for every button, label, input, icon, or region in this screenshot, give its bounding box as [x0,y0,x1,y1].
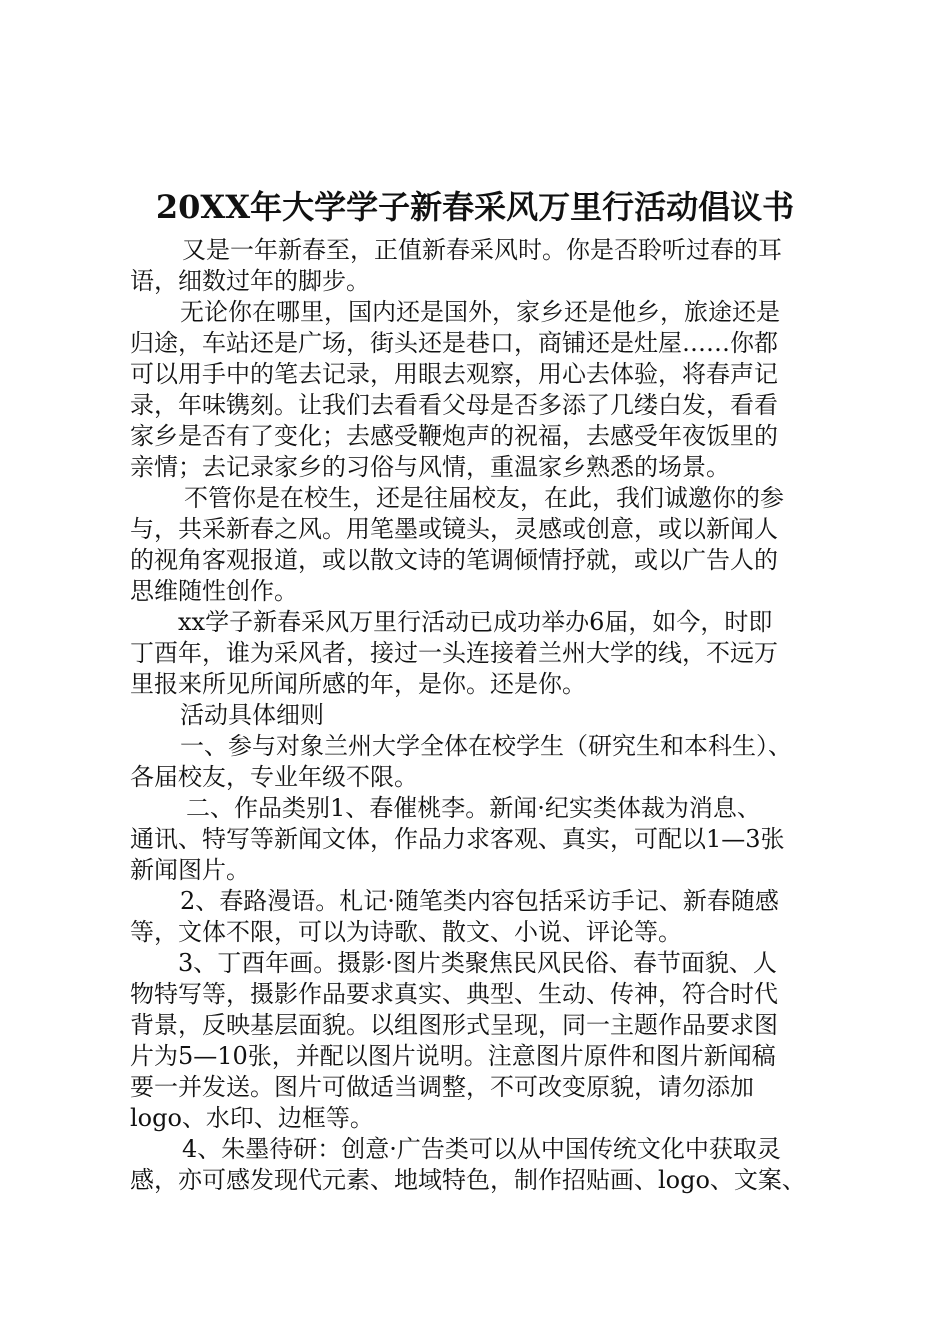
paragraph-line: 归途，车站还是广场，街头还是巷口，商铺还是灶屋……你都 [130,329,778,357]
paragraph-line: 通讯、特写等新闻文体，作品力求客观、真实，可配以1—3张 [130,825,785,853]
paragraph-line: 3、丁酉年画。摄影·图片类聚焦民风民俗、春节面貌、人 [178,949,777,977]
paragraph-line: 4、朱墨待研：创意·广告类可以从中国传统文化中获取灵 [182,1135,781,1163]
paragraph-line: 新闻图片。 [130,856,250,884]
paragraph-line: 等，文体不限，可以为诗歌、散文、小说、评论等。 [130,918,682,946]
paragraph-line: 不管你是在校生，还是往届校友，在此，我们诚邀你的参 [184,484,784,512]
paragraph-line: xx学子新春采风万里行活动已成功举办6届，如今，时即 [178,608,773,636]
paragraph-line: 又是一年新春至，正值新春采风时。你是否聆听过春的耳 [182,236,782,264]
paragraph-line: 2、春路漫语。札记·随笔类内容包括采访手记、新春随感 [180,887,779,915]
paragraph-line: 亲情；去记录家乡的习俗与风情，重温家乡熟悉的场景。 [130,453,730,481]
paragraph-line: 里报来所见所闻所感的年，是你。还是你。 [130,670,586,698]
paragraph-line: logo、水印、边框等。 [130,1104,374,1132]
paragraph-line: 的视角客观报道，或以散文诗的笔调倾情抒就，或以广告人的 [130,546,778,574]
paragraph-line: 各届校友，专业年级不限。 [130,763,418,791]
paragraph-line: 感，亦可感发现代元素、地域特色，制作招贴画、logo、文案、 [130,1166,806,1194]
paragraph-line: 录，年味镌刻。让我们去看看父母是否多添了几缕白发，看看 [130,391,778,419]
section-heading: 活动具体细则 [180,701,324,729]
paragraph-line: 可以用手中的笔去记录，用眼去观察，用心去体验，将春声记 [130,360,778,388]
paragraph-line: 思维随性创作。 [130,577,298,605]
paragraph-line: 语，细数过年的脚步。 [130,267,370,295]
paragraph-line: 丁酉年，谁为采风者，接过一头连接着兰州大学的线，不远万 [130,639,778,667]
paragraph-line: 家乡是否有了变化；去感受鞭炮声的祝福，去感受年夜饭里的 [130,422,778,450]
paragraph-line: 物特写等，摄影作品要求真实、典型、生动、传神，符合时代 [130,980,778,1008]
document-body [130,235,830,1196]
paragraph-line: 片为5—10张，并配以图片说明。注意图片原件和图片新闻稿 [130,1042,776,1070]
paragraph-line: 背景，反映基层面貌。以组图形式呈现，同一主题作品要求图 [130,1011,778,1039]
paragraph-line: 与，共采新春之风。用笔墨或镜头，灵感或创意，或以新闻人 [130,515,778,543]
paragraph-line: 二、作品类别1、春催桃李。新闻·纪实类体裁为消息、 [186,794,761,822]
paragraph-line: 一、参与对象兰州大学全体在校学生（研究生和本科生）、 [180,732,792,760]
document-title: 20XX年大学学子新春采风万里行活动倡议书 [155,188,795,226]
paragraph-line: 无论你在哪里，国内还是国外，家乡还是他乡，旅途还是 [180,298,780,326]
paragraph-line: 要一并发送。图片可做适当调整，不可改变原貌，请勿添加 [130,1073,754,1101]
